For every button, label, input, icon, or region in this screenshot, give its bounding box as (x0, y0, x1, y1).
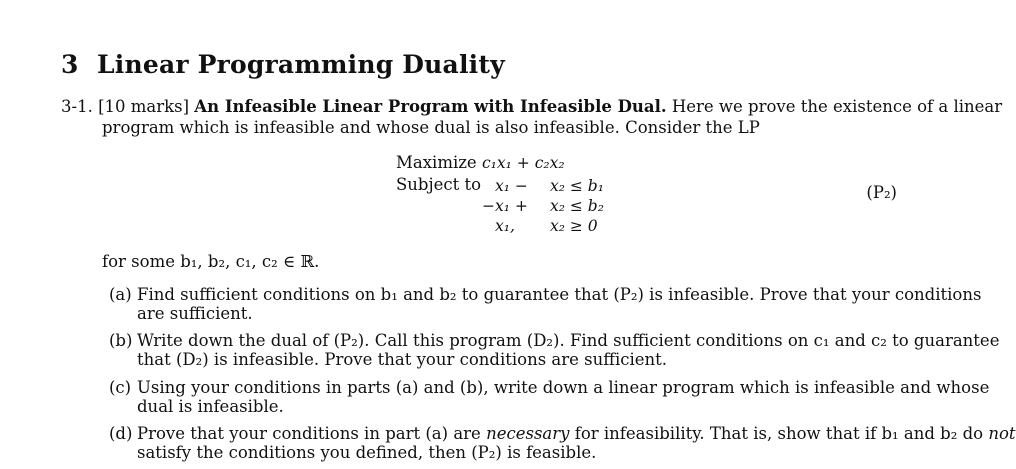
for-some-text: for some b₁, b₂, c₁, c₂ ∈ ℝ. (102, 252, 320, 271)
part-d-text-a: Prove that your conditions in part (a) are (137, 424, 481, 443)
part-d-line2: satisfy the conditions you defined, then (P₂) is feasible. (137, 443, 597, 462)
lp-maximize-label: Maximize (396, 153, 477, 172)
lp-row1-right: x₂ ≤ b₁ (550, 177, 604, 195)
problem-intro-line2: program which is infeasible and whose dual is also infeasible. Consider the LP (102, 118, 760, 137)
part-b-line2: that (D₂) is infeasible. Prove that your conditions are sufficient. (137, 350, 668, 369)
problem-title: An Infeasible Linear Program with Infeasible Dual. (194, 97, 667, 116)
part-c-line2: dual is infeasible. (137, 397, 284, 416)
lp-row2-right: x₂ ≤ b₂ (550, 197, 604, 215)
lp-row1-left: x₁ − (495, 177, 528, 195)
part-b-line1: Write down the dual of (P₂). Call this program (D₂). Find sufficient conditions on c₁ and c₂ to guarantee (137, 331, 1000, 350)
lp-row3-left: x₁, (495, 217, 515, 235)
part-a-line2: are sufficient. (137, 304, 253, 323)
lp-equation-label: (P₂) (866, 183, 897, 202)
lp-subject-to-label: Subject to (396, 175, 482, 194)
part-d-emphasis-not: not (988, 424, 1016, 443)
part-a-line1: Find sufficient conditions on b₁ and b₂ to guarantee that (P₂) is infeasible. Prove that your conditions (137, 285, 982, 304)
section-heading (61, 50, 505, 79)
part-c-line1: Using your conditions in parts (a) and (b), write down a linear program which is infeasible and whose (137, 378, 990, 397)
lp-objective: c₁x₁ + c₂x₂ (482, 154, 565, 172)
part-a-label: (a) (109, 285, 132, 304)
part-d-label: (d) (109, 424, 133, 443)
part-d-text-b: for infeasibility. That is, show that if b₁ and b₂ do (574, 424, 984, 443)
section-title: Linear Programming Duality (97, 50, 505, 79)
lp-row2-left: −x₁ + (482, 197, 528, 215)
problem-marks: [10 marks] (98, 97, 190, 116)
part-d-line1 (137, 424, 1016, 444)
section-number: 3 (61, 50, 79, 79)
part-d-emphasis-necessary: necessary (486, 424, 570, 443)
problem-intro-text: Here we prove the existence of a linear (671, 97, 1003, 116)
part-c-label: (c) (109, 378, 132, 397)
problem-intro-line1 (61, 96, 1002, 117)
problem-label: 3-1. (61, 97, 93, 116)
part-b-label: (b) (109, 331, 133, 350)
lp-row3-right: x₂ ≥ 0 (550, 217, 598, 235)
